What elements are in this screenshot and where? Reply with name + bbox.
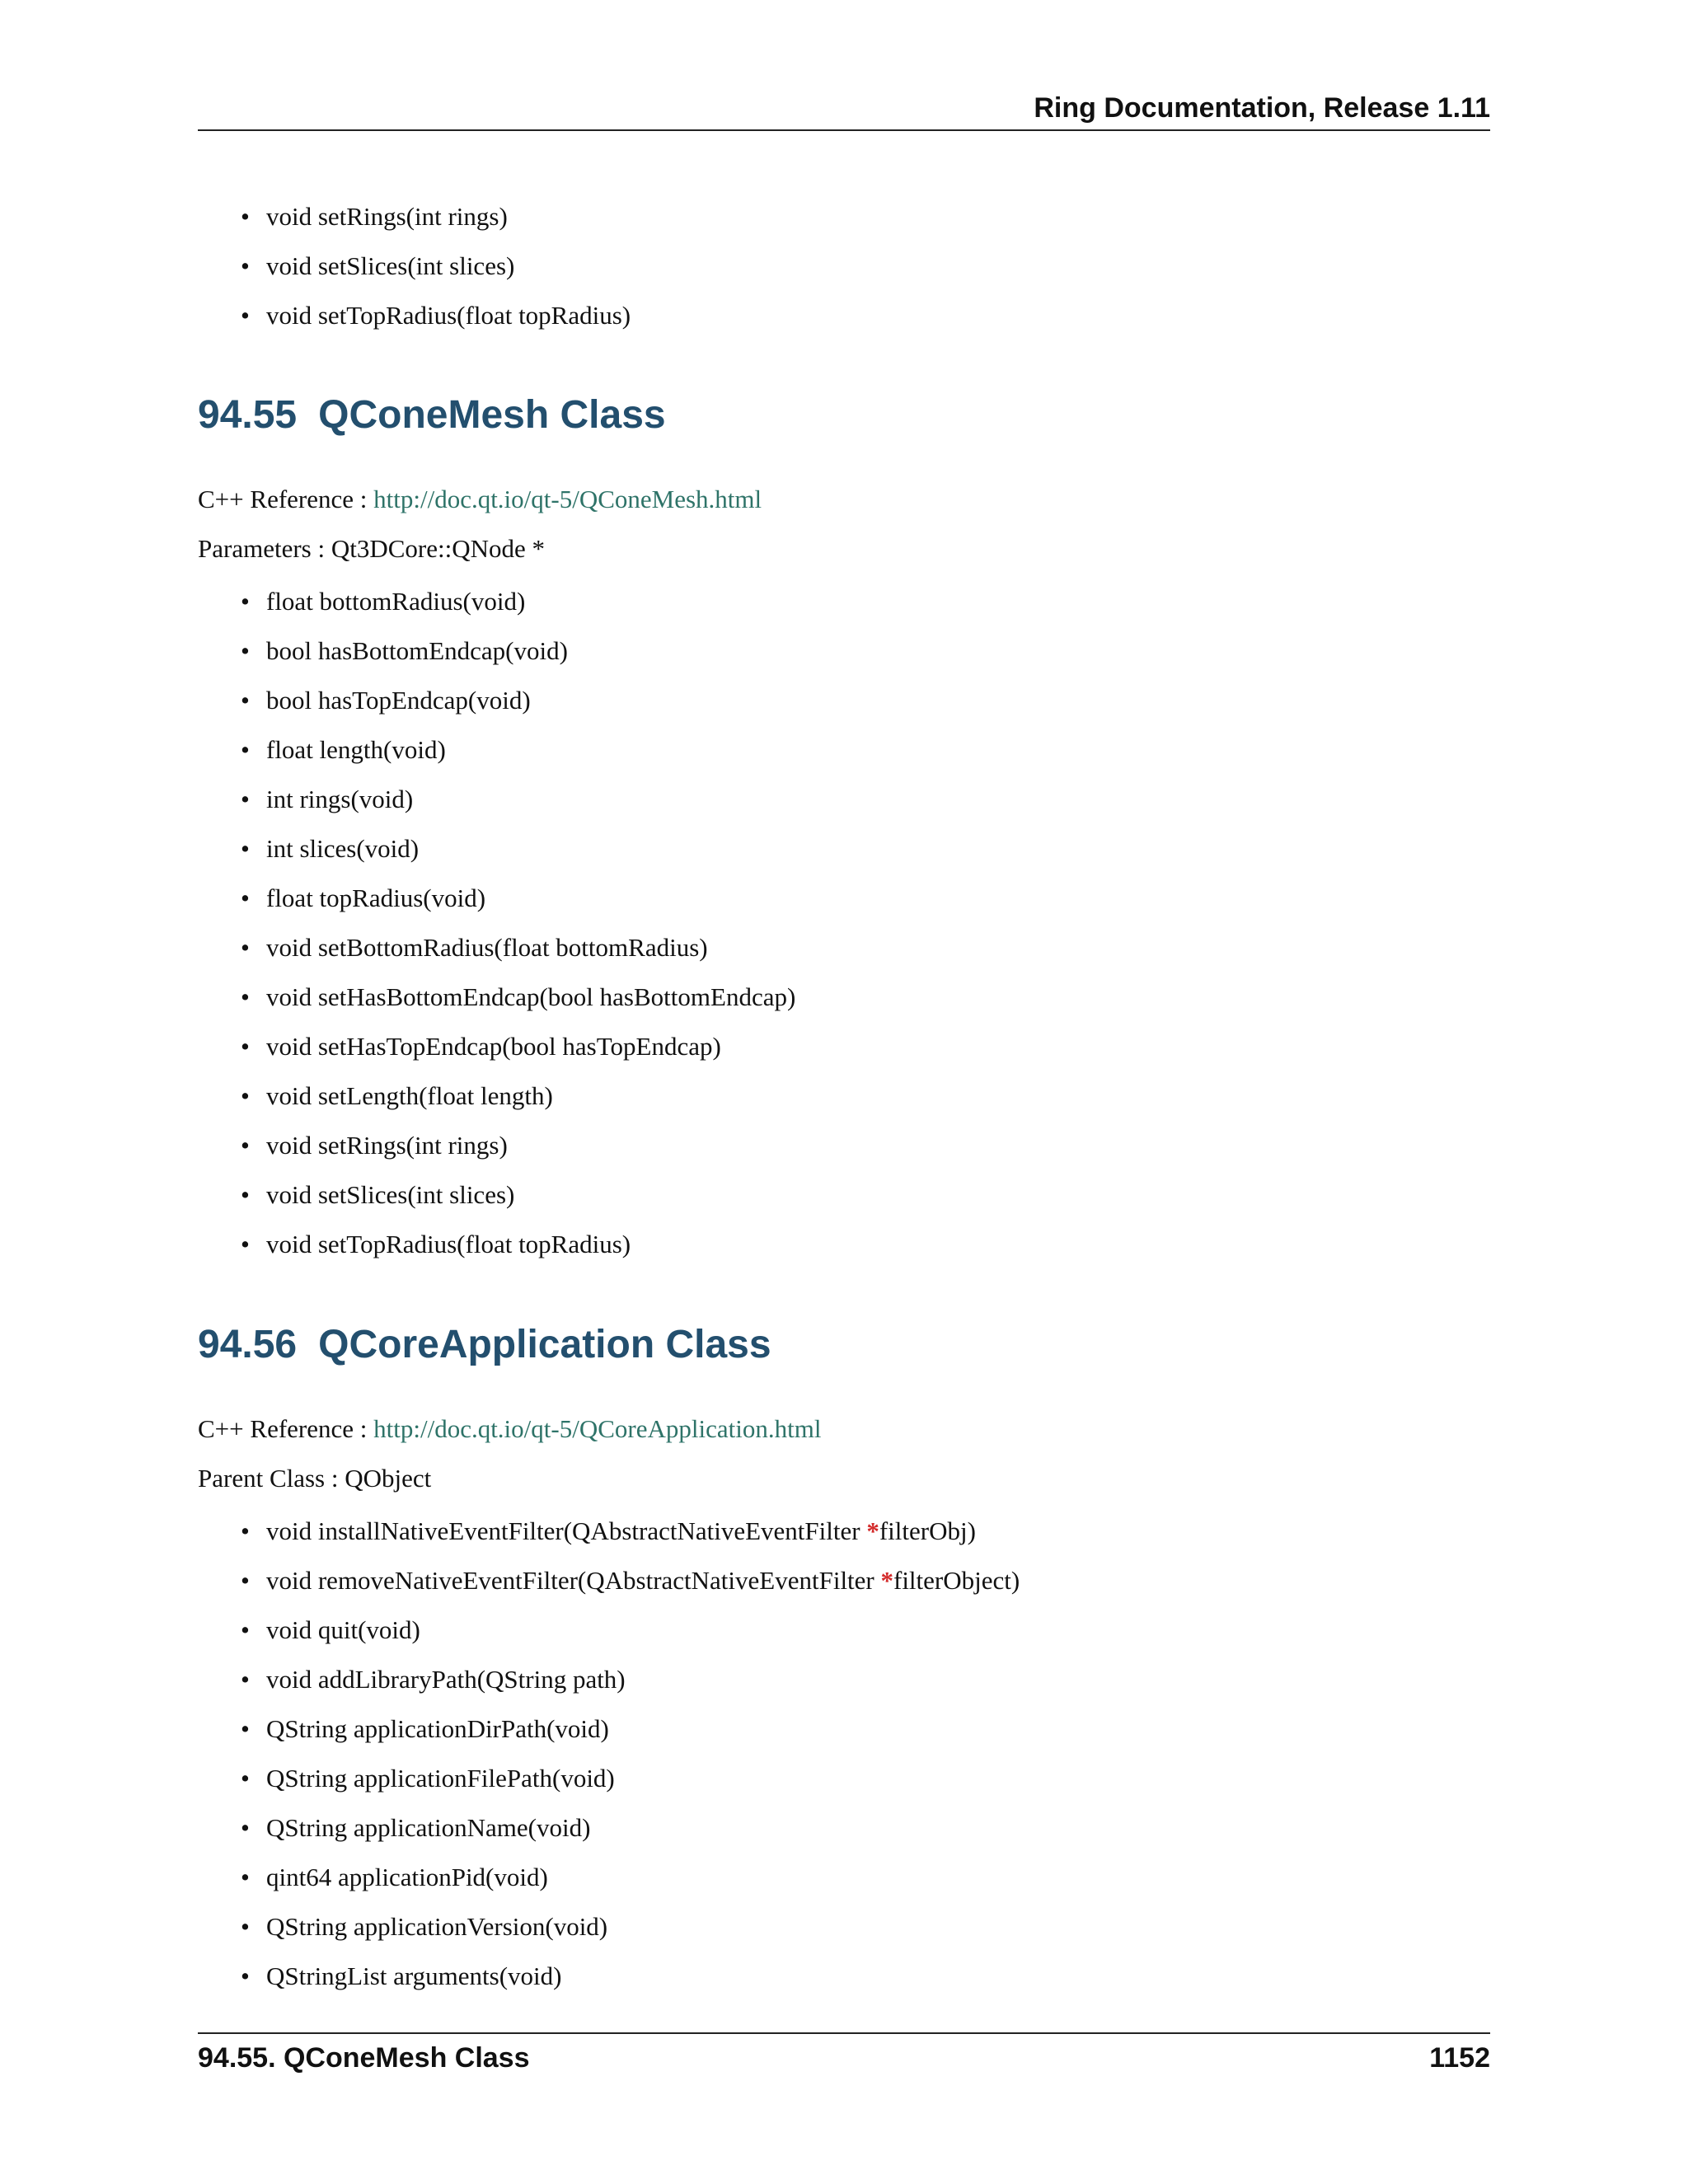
header-rule: [198, 129, 1490, 131]
method-item: • void setHasTopEndcap(bool hasTopEndcap): [241, 1022, 795, 1071]
method-item: • int slices(void): [241, 824, 795, 874]
cpp-reference-label: C++ Reference :: [198, 485, 374, 513]
parent-class-line: Parent Class : QObject: [198, 1464, 432, 1493]
method-item: • float length(void): [241, 725, 795, 775]
method-item: • QStringList arguments(void): [241, 1952, 1020, 2001]
cpp-reference-link[interactable]: http://doc.qt.io/qt-5/QCoreApplication.html: [373, 1414, 822, 1443]
method-item: • void setTopRadius(float topRadius): [241, 1220, 795, 1269]
method-list-qcoreapplication: [241, 1507, 1020, 2001]
method-item: • bool hasBottomEndcap(void): [241, 626, 795, 676]
method-item: • QString applicationVersion(void): [241, 1902, 1020, 1952]
method-item: • qint64 applicationPid(void): [241, 1853, 1020, 1902]
method-item: • void addLibraryPath(QString path): [241, 1655, 1020, 1704]
parameters-line: Parameters : Qt3DCore::QNode *: [198, 534, 545, 563]
running-header: Ring Documentation, Release 1.11: [1034, 92, 1490, 124]
footer-section-title: 94.55. QConeMesh Class: [198, 2042, 530, 2074]
method-item: • void setHasBottomEndcap(bool hasBottomEndcap): [241, 972, 795, 1022]
cpp-reference: [198, 485, 762, 514]
method-item: • QString applicationName(void): [241, 1803, 1020, 1853]
cpp-reference-link[interactable]: http://doc.qt.io/qt-5/QConeMesh.html: [373, 485, 762, 513]
method-item: • QString applicationFilePath(void): [241, 1754, 1020, 1803]
method-item: • void setRings(int rings): [241, 1121, 795, 1170]
section-number: 94.56: [198, 1323, 298, 1366]
page-number: 1152: [1429, 2042, 1490, 2074]
section-heading-qcoreapplication: [198, 1322, 771, 1367]
method-item: • bool hasTopEndcap(void): [241, 676, 795, 725]
section-title: QCoreApplication Class: [318, 1323, 771, 1366]
section-number: 94.55: [198, 393, 298, 437]
method-item: • float topRadius(void): [241, 874, 795, 923]
asterisk-marker: *: [866, 1516, 879, 1545]
footer-rule: [198, 2032, 1490, 2034]
cpp-reference: [198, 1414, 821, 1444]
asterisk-marker: *: [880, 1566, 893, 1595]
method-item: • void setSlices(int slices): [241, 241, 631, 291]
method-item: • void removeNativeEventFilter(QAbstractNativeEventFilter *filterObject): [241, 1556, 1020, 1605]
method-item: • void setSlices(int slices): [241, 1170, 795, 1220]
method-item: • void setTopRadius(float topRadius): [241, 291, 631, 340]
method-item: • int rings(void): [241, 775, 795, 824]
method-item: • void setRings(int rings): [241, 192, 631, 241]
method-item: • void setBottomRadius(float bottomRadius): [241, 923, 795, 972]
section-title: QConeMesh Class: [318, 393, 666, 437]
method-item: • void quit(void): [241, 1605, 1020, 1655]
section-heading-qconemesh: [198, 392, 666, 438]
method-item: • void installNativeEventFilter(QAbstractNativeEventFilter *filterObj): [241, 1507, 1020, 1556]
method-item: • void setLength(float length): [241, 1071, 795, 1121]
method-list-qconemesh: [241, 577, 795, 1269]
method-item: • QString applicationDirPath(void): [241, 1704, 1020, 1754]
method-item: • float bottomRadius(void): [241, 577, 795, 626]
cpp-reference-label: C++ Reference :: [198, 1414, 374, 1443]
document-page: [198, 0, 1490, 2184]
method-list-continued: [241, 192, 631, 340]
